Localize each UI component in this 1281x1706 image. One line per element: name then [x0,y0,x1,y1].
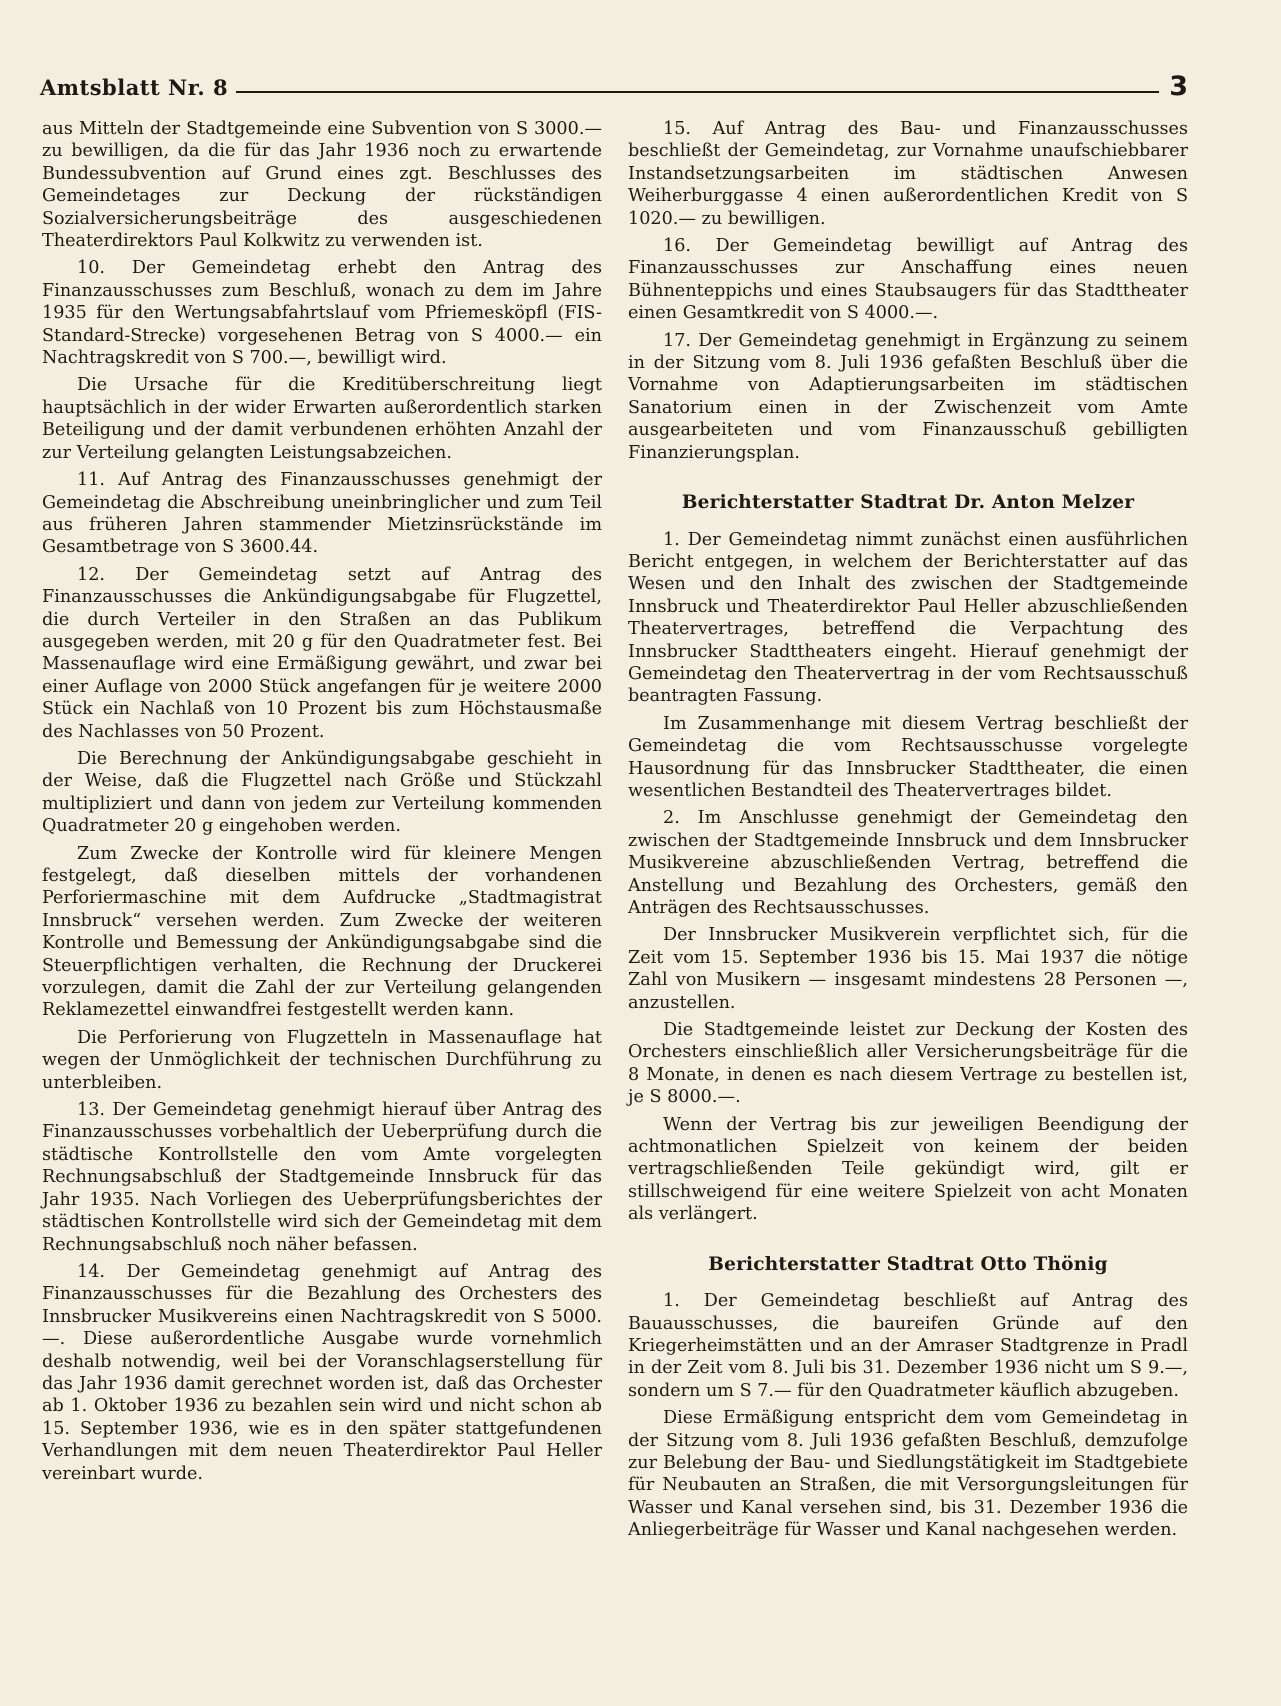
page-header [40,66,1188,100]
melzer-item-2-extension: Wenn der Vertrag bis zur jeweiligen Beendigung der achtmonatlichen Spielzeit von keinem der beiden vertragschließenden Teile gekündigt wird, gilt er stillschweigend für eine weitere Spielzeit von acht Monaten als verlängert. [628,1114,1188,1225]
page-number: 3 [1169,71,1188,102]
left-column [42,118,602,1490]
melzer-item-2: 2. Im Anschlusse genehmigt der Gemeindetag den zwischen der Stadtgemeinde Innsbruck und dem Innsbrucker Musikvereine abzuschließenden Vertrag, betreffend die Anstellung und Bezahlung des Orchesters, gemäß den Anträgen des Rechtsausschusses. [628,808,1188,918]
section-heading-melzer: Berichterstatter Stadtrat Dr. Anton Melzer [681,492,1135,514]
item-17: 17. Der Gemeindetag genehmigt in Ergänzung zu seinem in der Sitzung vom 8. Juli 1936 gefaßten Beschluß über die Vornahme von Adaptierungsarbeiten im städtischen Sanatorium einen in der Zwischenzeit vom Amte ausgearbeiteten und vom Finanzausschuß gebilligten Finanzierungsplan. [628,330,1188,463]
item-12: 12. Der Gemeindetag setzt auf Antrag des Finanzausschusses die Ankündigungsabgabe für Flugzettel, die durch Verteiler in den Straßen an das Publikum ausgegeben werden, mit 20 g für den Quadratmeter fest. Bei Massenauflage wird eine Ermäßigung gewährt, und zwar bei einer Auflage von 2000 Stück angefangen für je weitere 2000 Stück ein Nachlaß von 10 Prozent bis zum Höchstausmaße des Nachlasses von 50 Prozent. [42,564,602,742]
right-column [628,118,1188,1547]
item-16: 16. Der Gemeindetag bewilligt auf Antrag des Finanzausschusses zur Anschaffung eines neuen Bühnenteppichs und eines Staubsaugers für das Stadttheater einen Gesamtkredit von S 4000.—. [628,236,1188,324]
item-10-note: Die Ursache für die Kreditüberschreitung liegt hauptsächlich in der wider Erwarten außerordentlich starken Beteiligung und der damit verbundenen erhöhten Anzahl der zur Verteilung gelangten Leistungsabzeichen. [42,375,602,463]
item-11: 11. Auf Antrag des Finanzausschusses genehmigt der Gemeindetag die Abschreibung uneinbringlicher und zum Teil aus früheren Jahren stammender Mietzinsrückstände im Gesamtbetrage von S 3600.44. [42,470,602,558]
item-10: 10. Der Gemeindetag erhebt den Antrag des Finanzausschusses zum Beschluß, wonach zu dem im Jahre 1935 für den Wertungsabfahrtslauf vom Pfriemesköpfl (FIS-Standard-Strecke) vorgesehenen Betrag von S 4000.— ein Nachtragskredit von S 700.—, bewilligt wird. [42,258,602,369]
thoenig-item-1: 1. Der Gemeindetag beschließt auf Antrag des Bauausschusses, die baureifen Gründe auf den Kriegerheimstätten und an der Amraser Stadtgrenze in Pradl in der Zeit vom 8. Juli bis 31. Dezember 1936 nicht um S 9.—, sondern um S 7.— für den Quadratmeter käuflich abzugeben. [628,1291,1188,1401]
melzer-item-2-musicians: Der Innsbrucker Musikverein verpflichtet sich, für die Zeit vom 15. September 1936 bis 15. Mai 1937 die nötige Zahl von Musikern — insgesamt mindestens 28 Personen —, anzustellen. [628,925,1188,1013]
item-14: 14. Der Gemeindetag genehmigt auf Antrag des Finanzausschusses für die Bezahlung des Orchesters des Innsbrucker Musikvereins einen Nachtragskredit von S 5000.—. Diese außerordentliche Ausgabe wurde vornehmlich deshalb notwendig, weil bei der Voranschlagserstellung für das Jahr 1936 damit gerechnet worden ist, daß das Orchester ab 1. Oktober 1936 zu bezahlen sein wird und nicht schon ab 15. September 1936, wie es in den später stattgefundenen Verhandlungen mit dem neuen Theaterdirektor Paul Heller vereinbart wurde. [42,1261,602,1484]
item-12-calculation: Die Berechnung der Ankündigungsabgabe geschieht in der Weise, daß die Flugzettel nach Größe und Stückzahl multipliziert und dann von jedem zur Verteilung kommenden Quadratmeter 20 g eingehoben werden. [42,748,602,837]
melzer-item-1: 1. Der Gemeindetag nimmt zunächst einen ausführlichen Bericht entgegen, in welchem der Berichterstatter auf das Wesen und den Inhalt des zwischen der Stadtgemeinde Innsbruck und Theaterdirektor Paul Heller abzuschließenden Theatervertrages, betreffend die Verpachtung des Innsbrucker Stadttheaters eingeht. Hierauf genehmigt der Gemeindetag den Theatervertrag in der vom Rechtsausschuß beantragten Fassung. [628,529,1188,707]
item-12-control: Zum Zwecke der Kontrolle wird für kleinere Mengen festgelegt, daß dieselben mittels der vorhandenen Perforiermaschine mit dem Aufdrucke „Stadtmagistrat Innsbruck“ versehen werden. Zum Zwecke der weiteren Kontrolle und Bemessung der Ankündigungsabgabe sind die Steuerpflichtigen verhalten, die Rechnung der Druckerei vorzulegen, damit die Zahl der zur Verteilung gelangenden Reklamezettel einwandfrei festgestellt werden kann. [42,843,602,1021]
thoenig-item-1-reason: Diese Ermäßigung entspricht dem vom Gemeindetag in der Sitzung vom 8. Juli 1936 gefaßten Beschluß, demzufolge zur Belebung der Bau- und Siedlungstätigkeit im Stadtgebiete für Neubauten an Straßen, die mit Versorgungsleitungen für Wasser und Kanal versehen sind, bis 31. Dezember 1936 die Anliegerbeiträge für Wasser und Kanal nachgesehen werden. [628,1408,1188,1541]
item-15: 15. Auf Antrag des Bau- und Finanzausschusses beschließt der Gemeindetag, zur Vornahme unaufschiebbarer Instandsetzungsarbeiten im städtischen Anwesen Weiherburggasse 4 einen außerordentlichen Kredit von S 1020.— zu bewilligen. [628,119,1188,229]
melzer-item-2-costs: Die Stadtgemeinde leistet zur Deckung der Kosten des Orchesters einschließlich aller Versicherungsbeiträge für die 8 Monate, in denen es nach diesem Vertrage zu bestellen ist, je S 8000.—. [628,1020,1188,1108]
header-rule [236,91,1159,93]
section-heading-thoenig: Berichterstatter Stadtrat Otto Thönig [708,1253,1108,1275]
item-12-perforation: Die Perforierung von Flugzetteln in Massenauflage hat wegen der Unmöglichkeit der technischen Durchführung zu unterbleiben. [42,1027,602,1093]
paragraph-continuation: aus Mitteln der Stadtgemeinde eine Subvention von S 3000.— zu bewilligen, da die für das Jahr 1936 noch zu erwartende Bundessubvention auf Grund eines zgt. Beschlusses des Gemeindetages zur Deckung der rückständigen Sozialversicherungsbeiträge des ausgeschiedenen Theaterdirektors Paul Kolkwitz zu verwenden ist. [42,119,602,252]
melzer-item-1-house-rules: Im Zusammenhange mit diesem Vertrag beschließt der Gemeindetag die vom Rechtsausschusse vorgelegte Hausordnung für das Innsbrucker Stadttheater, die einen wesentlichen Bestandteil des Theatervertrages bildet. [628,713,1188,801]
item-13: 13. Der Gemeindetag genehmigt hierauf über Antrag des Finanzausschusses vorbehaltlich der Ueberprüfung durch die städtische Kontrollstelle den vom Amte vorgelegten Rechnungsabschluß der Stadtgemeinde Innsbruck für das Jahr 1935. Nach Vorliegen des Ueberprüfungsberichtes der städtischen Kontrollstelle wird sich der Gemeindetag mit dem Rechnungsabschluß noch näher befassen. [42,1100,602,1255]
gazette-title: Amtsblatt Nr. 8 [40,75,229,100]
